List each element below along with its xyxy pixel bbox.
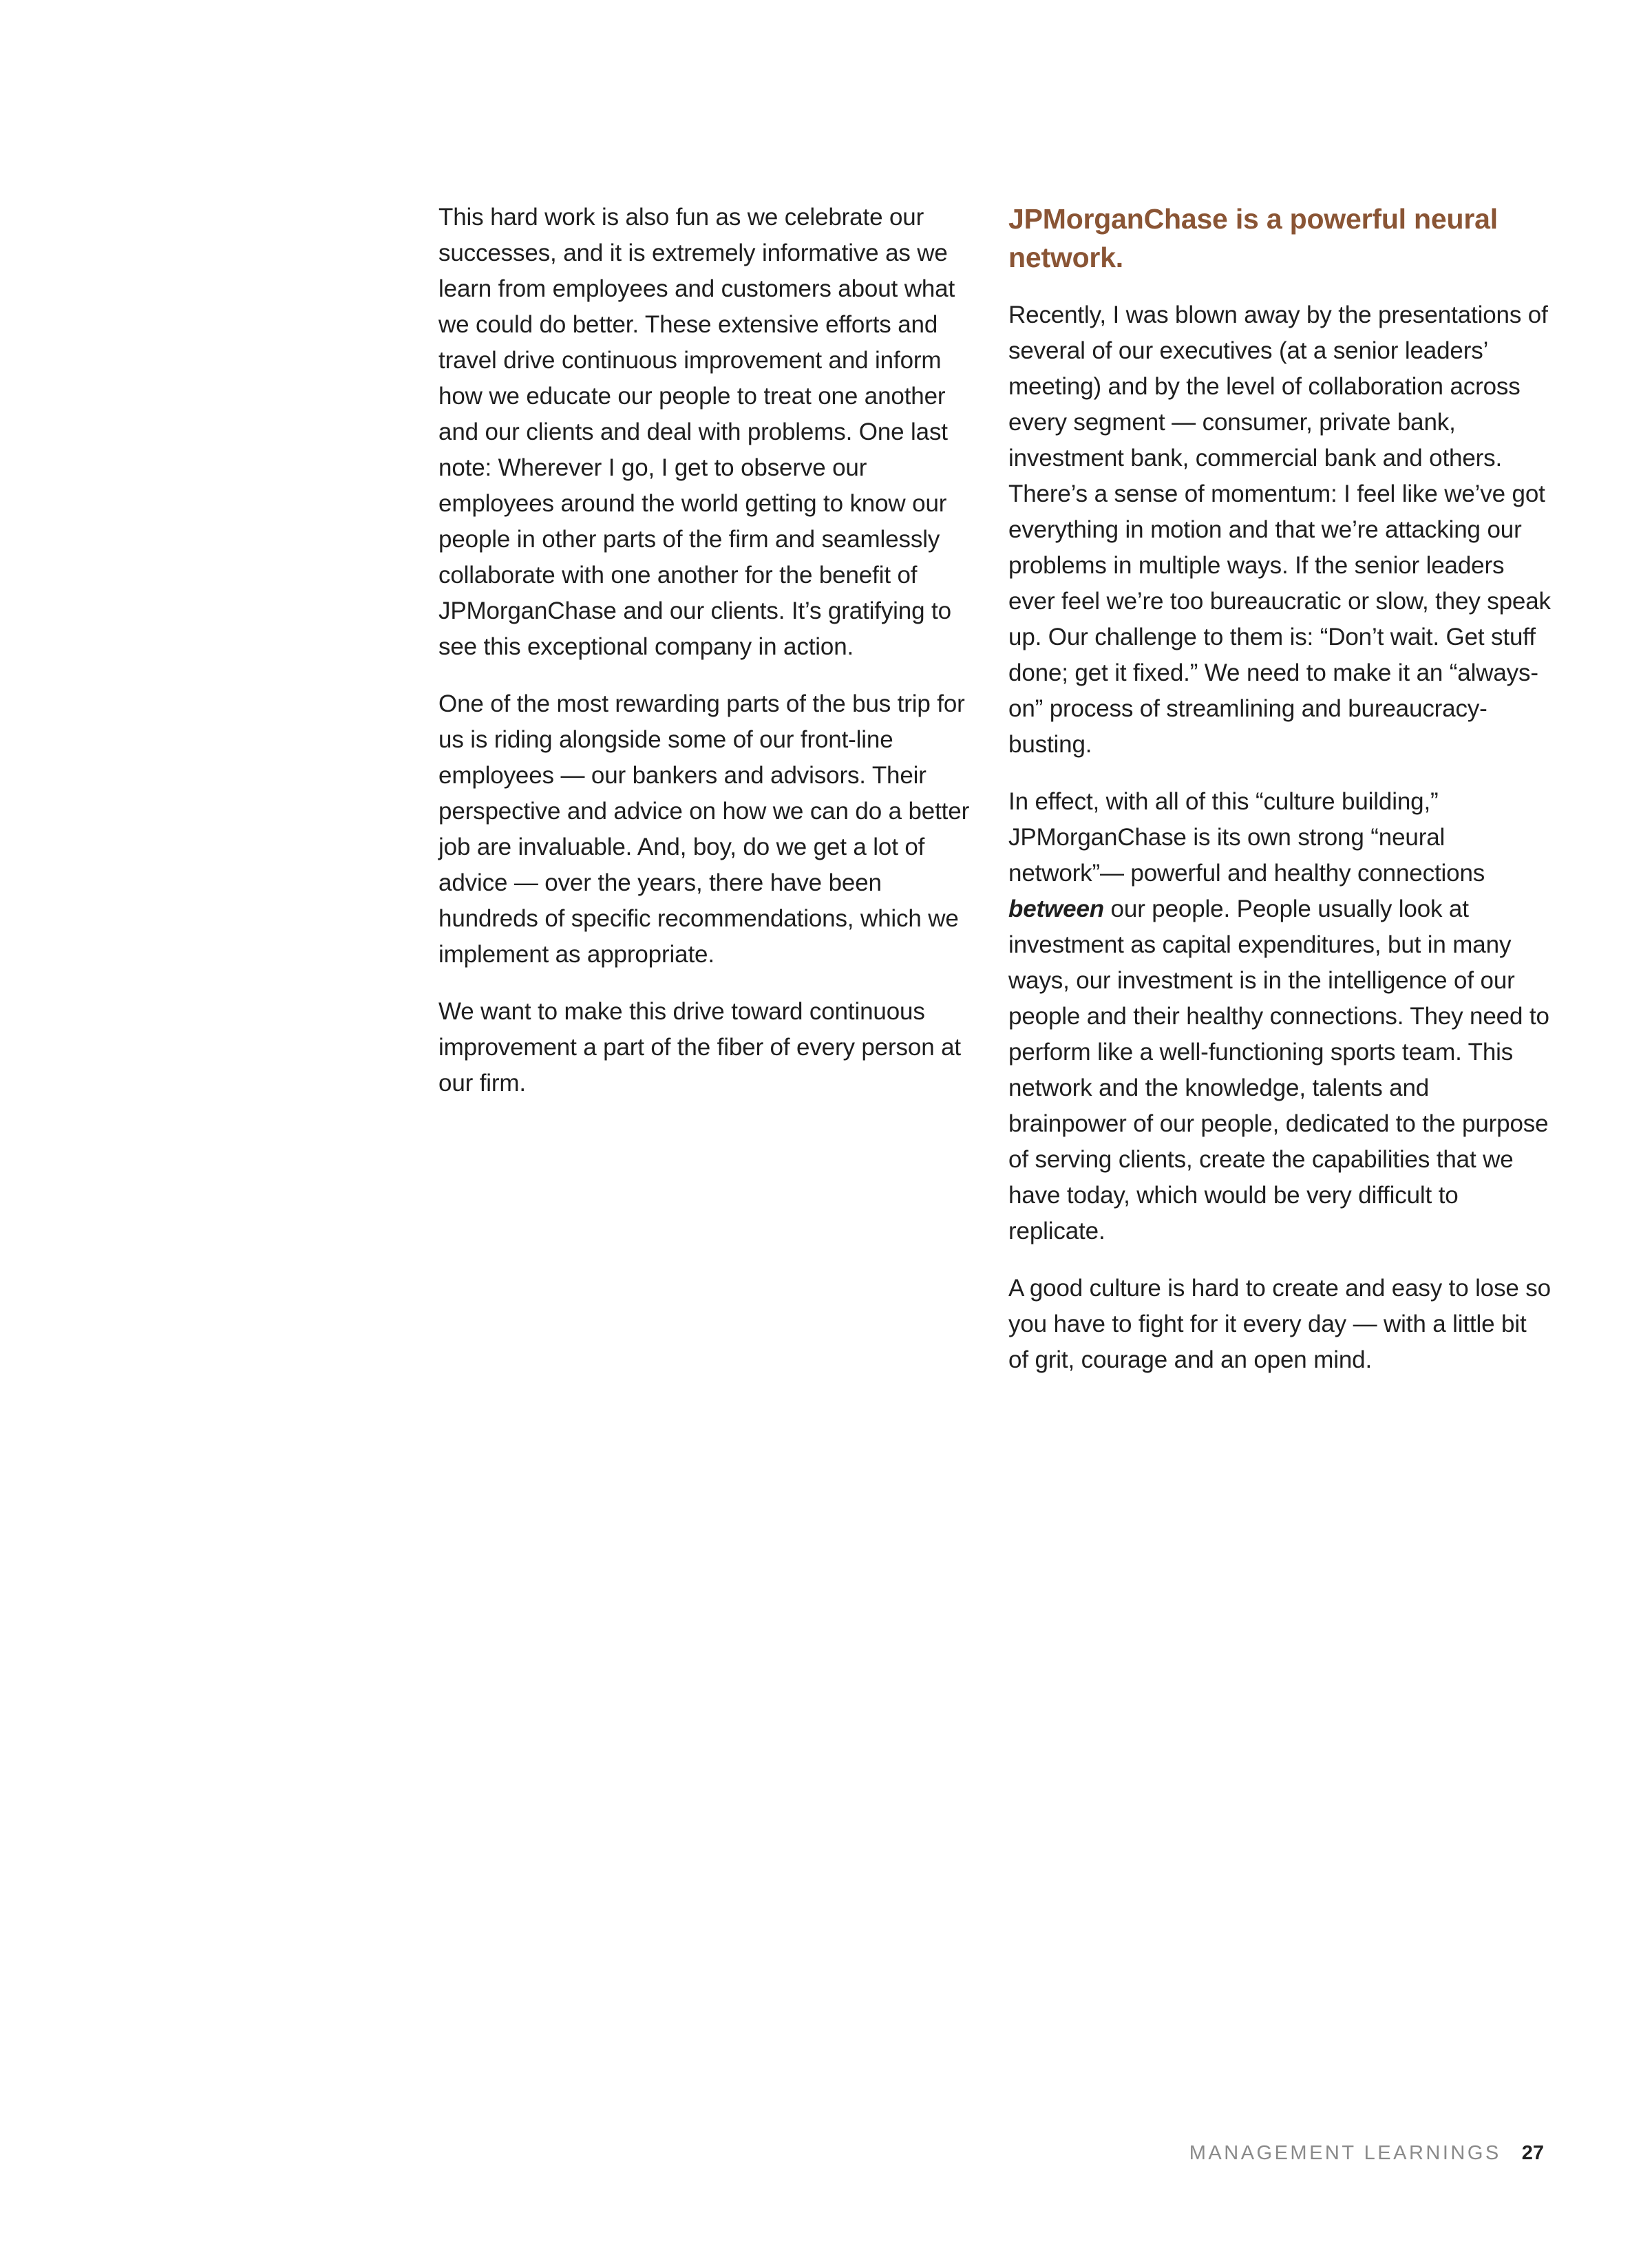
body-paragraph: One of the most rewarding parts of the bus trip for us is riding alongside some of our front-line employees — our bankers and advisors. Their perspective and advice on how we can do a better job are invaluable. And, boy, do we get a lot of advice — over the years, there have been hundreds of specific recommendations, which we implement as appropriate. [438, 690, 970, 968]
page-footer [1189, 2139, 1544, 2167]
left-column [438, 200, 975, 1123]
paragraph-text: our people. People usually look at investment as capital expenditures, but in many ways, our investment is in the intelligence of our people and their healthy connections. They need to perform like a well-functioning sports team. This network and the knowledge, talents and brainpower of our people, dedicated to the purpose of serving clients, create the capabilities that we have today, which would be very difficult to replicate. [1008, 896, 1549, 1244]
body-paragraph [1008, 784, 1552, 1249]
footer-section-title: MANAGEMENT LEARNINGS [1189, 2142, 1501, 2164]
body-paragraph: A good culture is hard to create and easy to lose so you have to fight for it every day — with a little bit of grit, courage and an open mind. [1008, 1275, 1551, 1373]
right-column [1008, 200, 1552, 1399]
body-paragraph: This hard work is also fun as we celebrate our successes, and it is extremely informative as we learn from employees and customers about what we could do better. These extensive efforts and travel drive continuous improvement and inform how we educate our people to treat one another and our clients and deal with problems. One last note: Wherever I go, I get to observe our employees around the world getting to know our people in other parts of the firm and seamlessly collaborate with one another for the benefit of JPMorganChase and our clients. It’s gratifying to see this exceptional company in action. [438, 204, 955, 660]
body-paragraph: Recently, I was blown away by the presentations of several of our executives (at a senior leaders’ meeting) and by the level of collaboration across every segment — consumer, private bank, investment bank, commercial bank and others. There’s a sense of momentum: I feel like we’ve got everything in motion and that we’re attacking our problems in multiple ways. If the senior leaders ever feel we’re too bureaucratic or slow, they speak up. Our challenge to them is: “Don’t wait. Get stuff done; get it fixed.” We need to make it an “always-on” process of streamlining and bureaucracy-busting. [1008, 301, 1551, 758]
body-paragraph: We want to make this drive toward continuous improvement a part of the fiber of every person at our firm. [438, 998, 961, 1096]
page-number: 27 [1521, 2142, 1544, 2164]
section-heading: JPMorganChase is a powerful neural network. [1008, 203, 1498, 273]
emphasized-word: between [1008, 896, 1104, 922]
paragraph-text: In effect, with all of this “culture building,” JPMorganChase is its own strong “neural network”— powerful and healthy connections [1008, 788, 1485, 887]
